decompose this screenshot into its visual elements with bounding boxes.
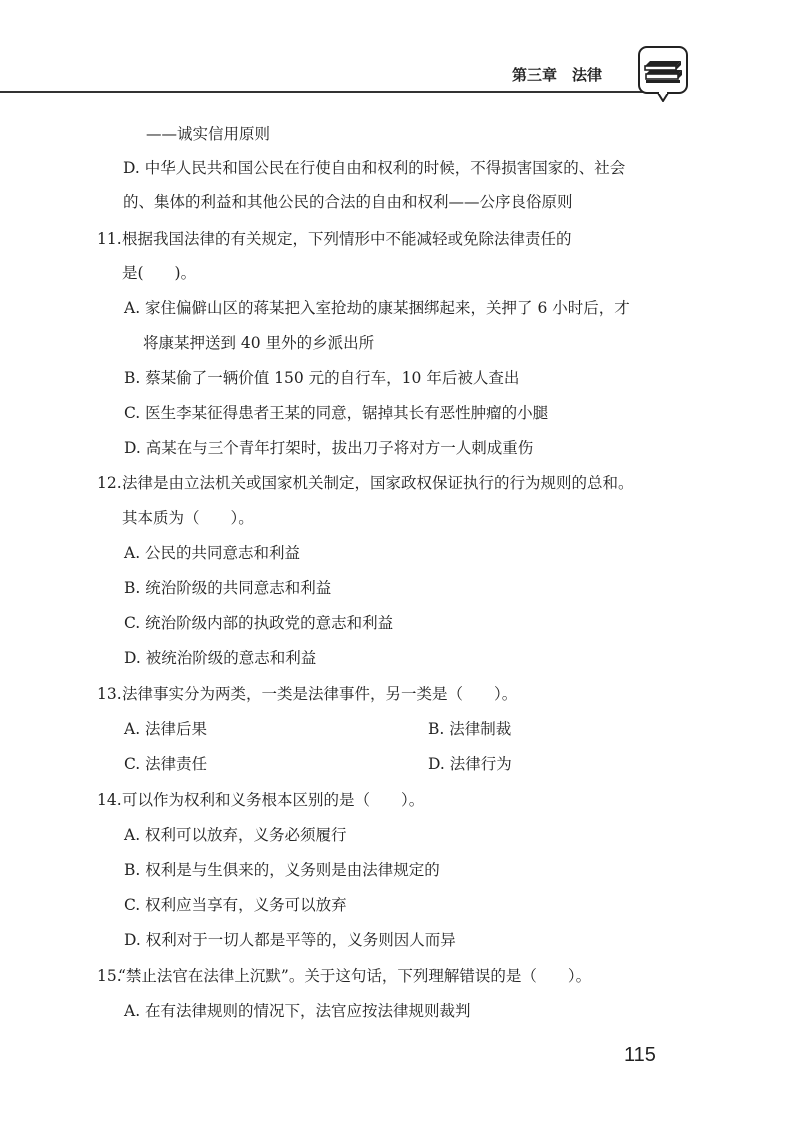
header-rule — [0, 91, 675, 93]
question-text: 法律事实分为两类，一类是法律事件，另一类是（ ）。 — [122, 685, 518, 703]
chapter-heading — [512, 64, 602, 85]
option-text: C. 统治阶级内部的执政党的意志和利益 — [124, 614, 394, 632]
question-number: 13. — [97, 685, 122, 703]
option-text: D. 高某在与三个青年打架时，拔出刀子将对方一人刺成重伤 — [124, 439, 534, 457]
text-line: 的、集体的利益和其他公民的合法的自由和权利——公序良俗原则 — [123, 193, 573, 211]
chapter-title: 法律 — [572, 66, 603, 84]
option-text: A. 公民的共同意志和利益 — [124, 544, 301, 562]
option-text: C. 医生李某征得患者王某的同意，锯掉其长有恶性肿瘤的小腿 — [124, 404, 549, 422]
text-line: D. 中华人民共和国公民在行使自由和权利的时候，不得损害国家的、社会 — [123, 159, 626, 177]
option-text: B. 统治阶级的共同意志和利益 — [124, 579, 332, 597]
option-text: A. 法律后果 — [124, 720, 208, 738]
option-text: C. 法律责任 — [124, 755, 208, 773]
question-text: 其本质为（ ）。 — [122, 509, 254, 527]
question-number: 15. — [97, 967, 122, 985]
page-number: 115 — [624, 1044, 656, 1066]
question-text: 法律是由立法机关或国家机关制定，国家政权保证执行的行为规则的总和。 — [122, 474, 634, 492]
question-text: 是( )。 — [122, 264, 197, 282]
question-text: 根据我国法律的有关规定，下列情形中不能减轻或免除法律责任的 — [122, 230, 572, 248]
option-text: D. 权利对于一切人都是平等的，义务则因人而异 — [124, 931, 456, 949]
chapter-number: 第三章 — [512, 66, 558, 84]
option-text: A. 权利可以放弃，义务必须履行 — [124, 826, 347, 844]
question-number: 11. — [97, 230, 122, 248]
option-text: B. 权利是与生俱来的，义务则是由法律规定的 — [124, 861, 440, 879]
option-text: D. 被统治阶级的意志和利益 — [124, 649, 317, 667]
question-text: “禁止法官在法律上沉默”。关于这句话，下列理解错误的是（ ）。 — [118, 967, 592, 985]
option-text: B. 法律制裁 — [428, 720, 512, 738]
option-text: B. 蔡某偷了一辆价值 150 元的自行车，10 年后被人查出 — [124, 369, 520, 387]
option-text: A. 在有法律规则的情况下，法官应按法律规则裁判 — [124, 1002, 471, 1020]
question-text: 可以作为权利和义务根本区别的是（ ）。 — [122, 791, 425, 809]
books-icon — [638, 46, 688, 102]
question-number: 12. — [97, 474, 122, 492]
question-number: 14. — [97, 791, 122, 809]
option-text: D. 法律行为 — [428, 755, 512, 773]
option-text: 将康某押送到 40 里外的乡派出所 — [143, 334, 375, 352]
text-line: ——诚实信用原则 — [146, 125, 271, 143]
option-text: A. 家住偏僻山区的蒋某把入室抢劫的康某捆绑起来，关押了 6 小时后，才 — [124, 299, 630, 317]
option-text: C. 权利应当享有，义务可以放弃 — [124, 896, 347, 914]
